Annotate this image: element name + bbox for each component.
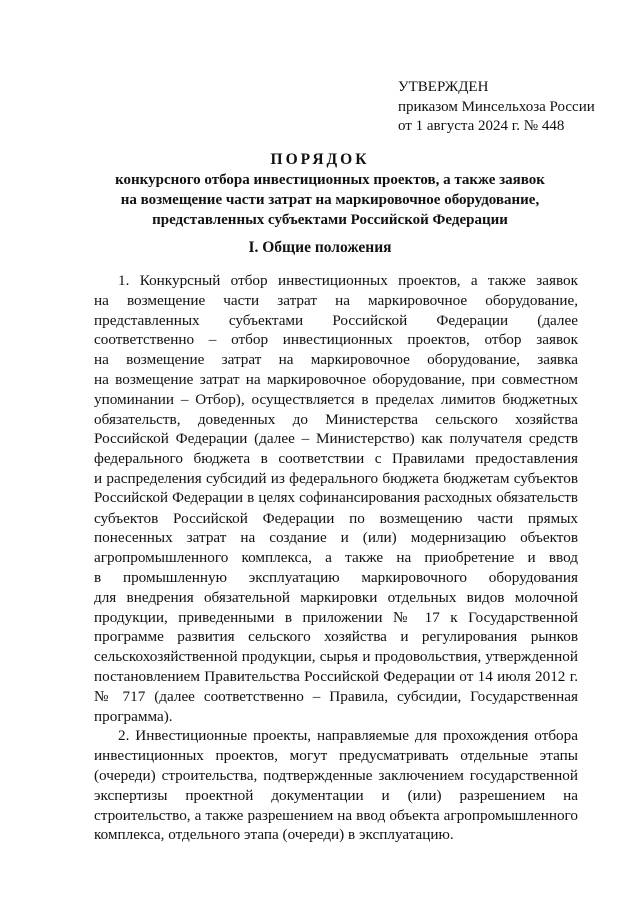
text-line: 1. Конкурсный отбор инвестиционных проектов, а также заявок (118, 272, 578, 289)
text-line: федерального бюджета в соответствии с Правилами предоставления (94, 450, 578, 468)
text-line: агропромышленного комплекса, а также на приобретение и ввод (94, 549, 578, 567)
text-line: представленных субъектами Российской Федерации (далее (94, 311, 578, 329)
document-title: ПОРЯДОК (270, 151, 370, 168)
text-line: продукции, приведенными в приложении № 17 к Государственной (94, 608, 578, 626)
text-line: экспертизы проектной документации и (или) разрешением на (94, 786, 578, 804)
text-line: Российской Федерации в целях софинансирования расходных обязательств (94, 489, 578, 506)
subtitle-line: на возмещение части затрат на маркировочное оборудование, (120, 192, 540, 208)
text-line: 2. Инвестиционные проекты, направляемые для прохождения отбора (118, 727, 578, 745)
section-heading: I. Общие положения (248, 239, 392, 256)
text-line: № 717 (далее соответственно – Правила, субсидии, Государственная (94, 687, 578, 705)
text-line: на возмещение затрат на маркировочное оборудование, при совместном (94, 370, 578, 388)
subtitle-line: конкурсного отбора инвестиционных проектов, а также заявок (115, 172, 545, 188)
paragraph-2 (94, 726, 578, 845)
approval-line: приказом Минсельхоза России (398, 98, 595, 115)
text-line: для внедрения обязательной маркировки отдельных видов молочной (94, 588, 578, 606)
text-line: инвестиционных проектов, могут предусматривать отдельные этапы (94, 747, 578, 765)
text-line: программа). (94, 707, 173, 725)
approval-line: от 1 августа 2024 г. № 448 (398, 118, 565, 134)
text-line: на возмещение части затрат на маркировочное оборудование, (94, 291, 578, 309)
text-line: постановлением Правительства Российской Федерации от 14 июля 2012 г. (94, 667, 578, 685)
text-line: на возмещение затрат на маркировочное оборудование, заявка (94, 351, 578, 369)
text-line: Российской Федерации (далее – Министерство) как получателя средств (94, 430, 578, 448)
document-body (94, 271, 578, 845)
document-subtitle (60, 170, 600, 230)
text-line: субъектов Российской Федерации по возмещению части прямых (94, 509, 578, 527)
text-line: комплекса, отдельного этапа (очереди) в эксплуатацию. (94, 826, 454, 844)
text-line: обязательств, доведенных до Министерства сельского хозяйства (94, 410, 578, 428)
text-line: (очереди) строительства, подтвержденные заключением государственной (94, 766, 578, 784)
text-line: соответственно – отбор инвестиционных проектов, отбор заявок (94, 331, 578, 349)
text-line: сельскохозяйственной продукции, сырья и продовольствия, утвержденной (94, 648, 578, 666)
text-line: в промышленную эксплуатацию маркировочного оборудования (94, 568, 578, 586)
subtitle-line: представленных субъектами Российской Федерации (152, 212, 508, 228)
text-line: понесенных затрат на создание и (или) модернизацию объектов (94, 529, 578, 547)
text-line: упоминании – Отбор), осуществляется в пределах лимитов бюджетных (94, 390, 578, 408)
approval-line: УТВЕРЖДЕН (398, 79, 489, 95)
text-line: программе развития сельского хозяйства и регулирования рынков (94, 628, 578, 646)
paragraph-1 (94, 271, 578, 726)
text-line: строительство, а также разрешением на ввод объекта агропромышленного (94, 806, 578, 824)
text-line: и распределения субсидий из федерального бюджета бюджетам субъектов (94, 469, 578, 487)
approval-stamp (398, 78, 595, 137)
